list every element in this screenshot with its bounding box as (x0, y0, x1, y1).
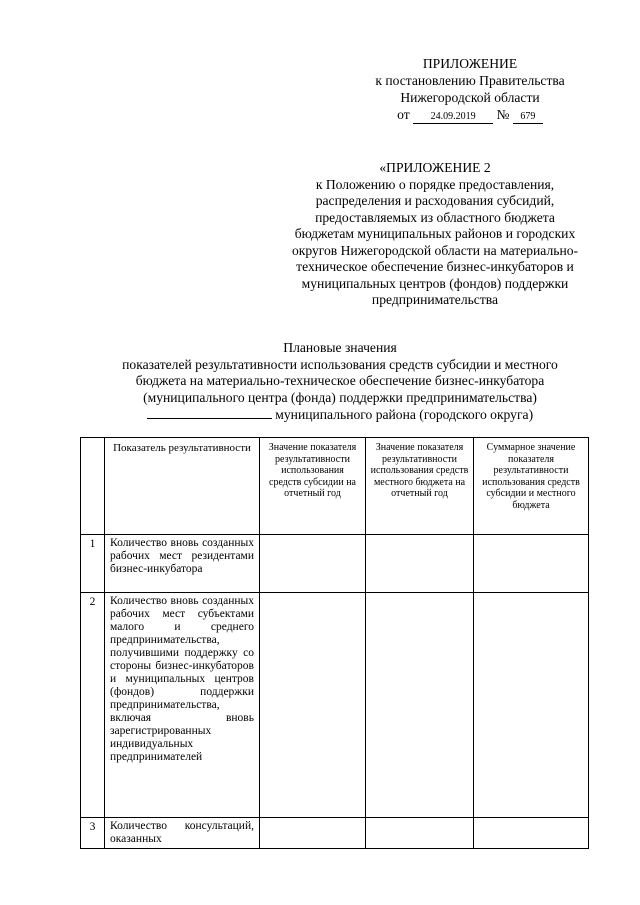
approval-heading: ПРИЛОЖЕНИЕ (422, 56, 518, 71)
number-value: 679 (513, 111, 543, 124)
approval-line-region: Нижегородской области (400, 90, 540, 105)
subsidy-value-cell (260, 818, 366, 849)
table-row (81, 593, 589, 818)
appendix-2-line: распределения и расходования субсидий, (315, 193, 555, 208)
date-prefix: от (397, 107, 410, 122)
title-line: Плановые значения (283, 340, 397, 355)
row-number: 3 (81, 818, 105, 849)
title-line: бюджета на материально-техническое обеспечение бизнес-инкубатора (135, 373, 545, 388)
appendix-2-line: «ПРИЛОЖЕНИЕ 2 (379, 160, 491, 175)
appendix-2-line: к Положению о порядке предоставления, (315, 176, 555, 192)
subsidy-value-cell (260, 535, 366, 593)
appendix-2-line: бюджетам муниципальных районов и городских (294, 226, 576, 241)
appendix-2-line: муниципальных центров (фондов) поддержки (301, 275, 569, 291)
municipality-blank-field (147, 406, 272, 419)
approval-block (340, 55, 600, 124)
row-number: 1 (81, 535, 105, 593)
total-value-cell (474, 818, 589, 849)
date-value: 24.09.2019 (413, 111, 493, 124)
indicators-table (80, 437, 589, 849)
municipality-suffix: муниципального района (городского округа) (275, 407, 534, 422)
appendix-2-line: техническое обеспечение бизнес-инкубаторов и (296, 259, 574, 274)
table-row (81, 818, 589, 849)
header-local-budget-value: Значение показателя результативности использования средств местного бюджета на отчетный год (366, 438, 474, 535)
row-number: 2 (81, 593, 105, 818)
indicator-name: Количество вновь созданных рабочих мест резидентами бизнес-инкубатора (105, 535, 260, 593)
number-prefix: № (496, 107, 510, 122)
header-subsidy-value: Значение показателя результативности использования средств субсидии на отчетный год (260, 438, 366, 535)
approval-line-resolution: к постановлению Правительства (375, 73, 565, 88)
appendix-2-line: предоставляемых из областного бюджета (315, 209, 555, 225)
title-line: показателей результативности использования средств субсидии и местного (122, 356, 558, 372)
title-line-municipality (60, 406, 620, 424)
indicator-name: Количество вновь созданных рабочих мест субъектами малого и среднего предпринимательства, получившими поддержку со стороны бизнес-инкубаторов и муниципальных центров (фондов) поддержки предпринимательства, включая вновь зарегистрированных индивидуальных предпринимателей (105, 593, 260, 818)
local-budget-value-cell (366, 818, 474, 849)
subsidy-value-cell (260, 593, 366, 818)
header-number (81, 438, 105, 535)
approval-date-row (340, 106, 600, 124)
table-row (81, 535, 589, 593)
indicator-name: Количество консультаций, оказанных (105, 818, 260, 849)
header-total-value: Суммарное значение показателя результативности использования средств субсидии и местного бюджета (474, 438, 589, 535)
local-budget-value-cell (366, 593, 474, 818)
appendix-2-line: предпринимательства (371, 292, 499, 307)
document-title (60, 340, 620, 424)
total-value-cell (474, 535, 589, 593)
total-value-cell (474, 593, 589, 818)
title-line: (муниципального центра (фонда) поддержки предпринимательства) (143, 389, 537, 405)
appendix-2-line: округов Нижегородской области на материально- (291, 242, 579, 258)
appendix-2-block (255, 160, 615, 309)
header-indicator: Показатель результативности (105, 438, 260, 535)
local-budget-value-cell (366, 535, 474, 593)
table-header-row (81, 438, 589, 535)
